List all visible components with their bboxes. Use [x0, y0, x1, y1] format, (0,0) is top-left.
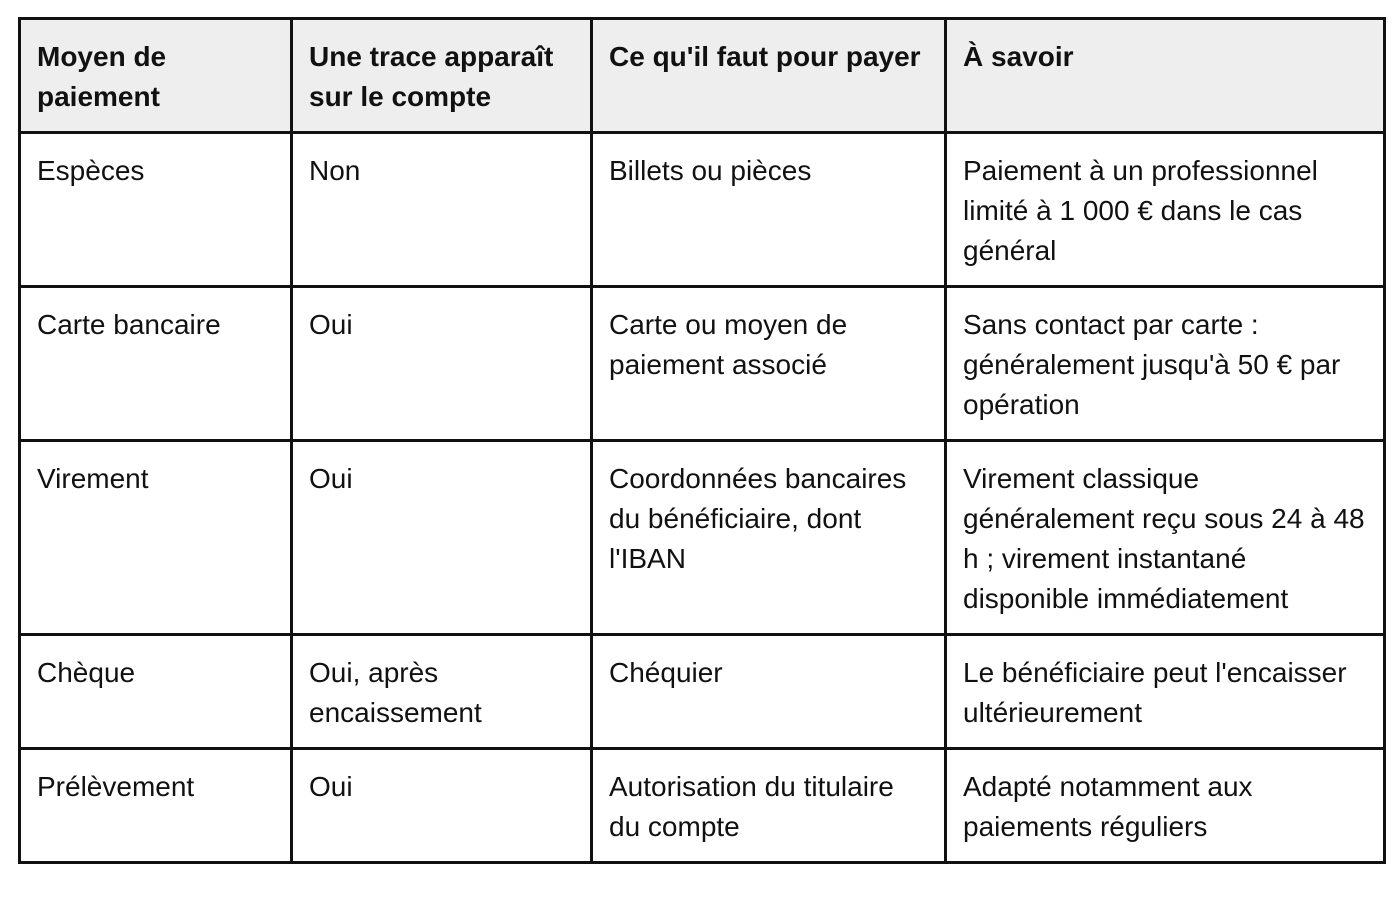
- cell-trace-on-account: Non: [292, 133, 592, 287]
- cell-trace-on-account: Oui: [292, 287, 592, 441]
- cell-requirements: Billets ou pièces: [592, 133, 946, 287]
- table-row: [20, 133, 1385, 287]
- cell-payment-method: Virement: [20, 441, 292, 635]
- cell-trace-on-account: Oui, après encaissement: [292, 635, 592, 749]
- cell-requirements: Autorisation du titulaire du compte: [592, 749, 946, 863]
- cell-payment-method: Carte bancaire: [20, 287, 292, 441]
- payment-methods-table-container: [18, 17, 1386, 864]
- cell-good-to-know: Sans contact par carte : généralement jusqu'à 50 € par opération: [946, 287, 1385, 441]
- payment-methods-table: [18, 17, 1386, 864]
- table-header-row: [20, 19, 1385, 133]
- table-row: [20, 635, 1385, 749]
- cell-payment-method: Espèces: [20, 133, 292, 287]
- cell-payment-method: Chèque: [20, 635, 292, 749]
- cell-trace-on-account: Oui: [292, 749, 592, 863]
- cell-good-to-know: Paiement à un professionnel limité à 1 000 € dans le cas général: [946, 133, 1385, 287]
- header-trace-on-account: Une trace apparaît sur le compte: [292, 19, 592, 133]
- cell-good-to-know: Le bénéficiaire peut l'encaisser ultérieurement: [946, 635, 1385, 749]
- table-row: [20, 287, 1385, 441]
- table-row: [20, 749, 1385, 863]
- cell-requirements: Carte ou moyen de paiement associé: [592, 287, 946, 441]
- header-payment-method: Moyen de paiement: [20, 19, 292, 133]
- cell-requirements: Chéquier: [592, 635, 946, 749]
- header-good-to-know: À savoir: [946, 19, 1385, 133]
- header-requirements: Ce qu'il faut pour payer: [592, 19, 946, 133]
- cell-requirements: Coordonnées bancaires du bénéficiaire, dont l'IBAN: [592, 441, 946, 635]
- cell-good-to-know: Virement classique généralement reçu sous 24 à 48 h ; virement instantané disponible immédiatement: [946, 441, 1385, 635]
- cell-payment-method: Prélèvement: [20, 749, 292, 863]
- table-row: [20, 441, 1385, 635]
- cell-good-to-know: Adapté notamment aux paiements réguliers: [946, 749, 1385, 863]
- cell-trace-on-account: Oui: [292, 441, 592, 635]
